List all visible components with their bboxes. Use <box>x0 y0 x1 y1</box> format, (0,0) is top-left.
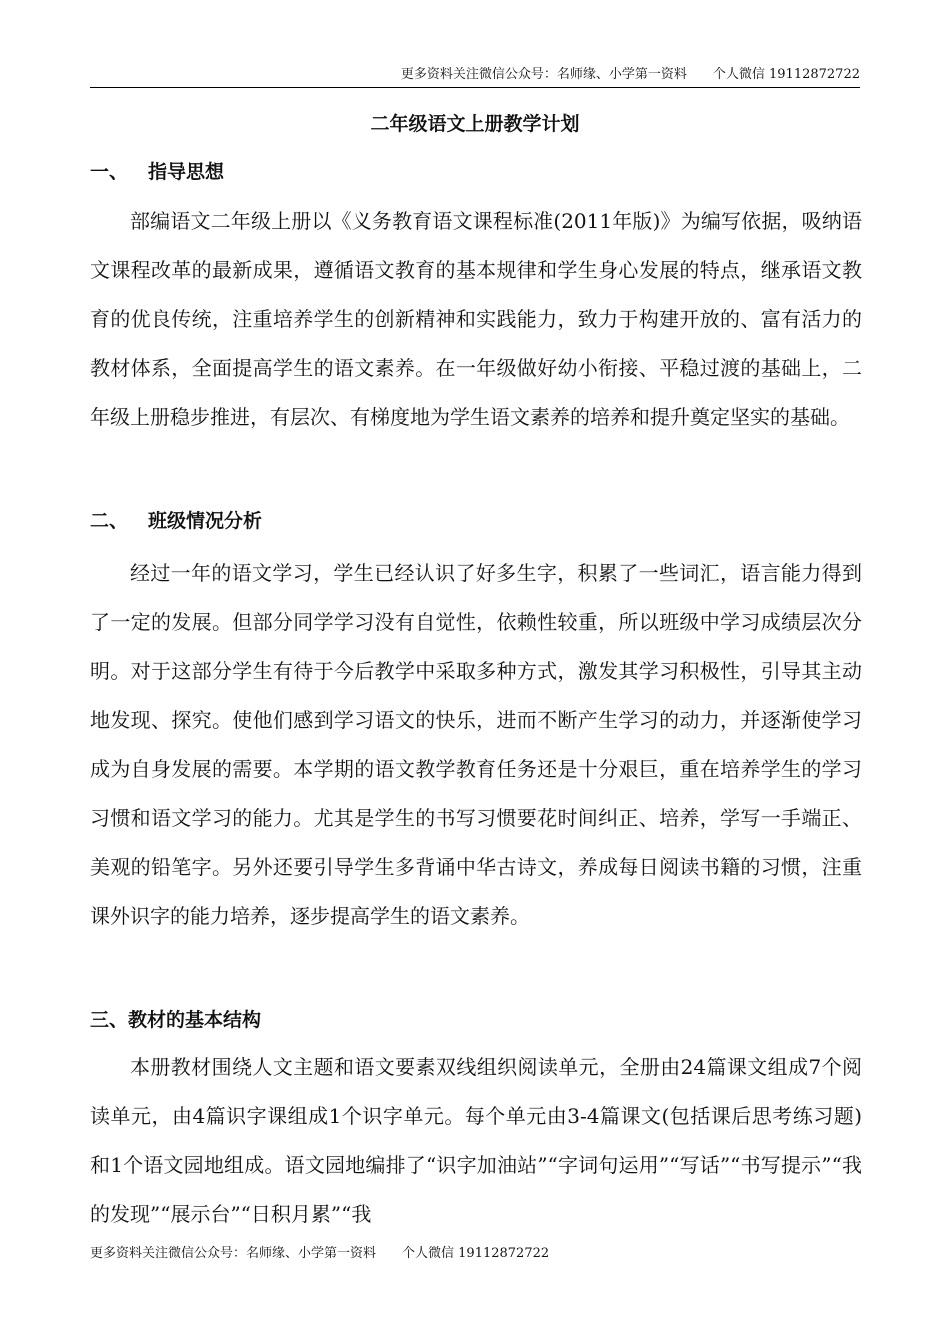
footer-notice: 更多资料关注微信公众号：名师缘、小学第一资料 <box>90 1246 377 1261</box>
section-title: 教材的基本结构 <box>128 1009 262 1031</box>
paragraph-guiding-ideology: 部编语文二年级上册以《义务教育语文课程标准(2011年版)》为编写依据，吸纳语文课程改革的最新成果，遵循语文教育的基本规律和学生身心发展的特点，继承语文教育的优良传统，注重培养学生的创新精神和实践能力，致力于构建开放的、富有活力的教材体系，全面提高学生的语文素养。在一年级做好幼小衔接、平稳过渡的基础上，二年级上册稳步推进，有层次、有梯度地为学生语文素养的培养和提升奠定坚实的基础。 <box>90 209 862 429</box>
section-title: 指导思想 <box>148 161 225 183</box>
paragraph-textbook-structure: 本册教材围绕人文主题和语文要素双线组织阅读单元，全册由24篇课文组成7个阅读单元，由4篇识字课组成1个识字单元。每个单元由3-4篇课文(包括课后思考练习题)和1个语文园地组成。语文园地编排了“识字加油站”“字词句运用”“写话”“书写提示”“我的发现”“展示台”“日积月累”“我 <box>90 1055 862 1226</box>
section-number: 一、 <box>90 161 129 183</box>
section-heading-textbook-structure <box>90 1006 261 1034</box>
header-notice: 更多资料关注微信公众号：名师缘、小学第一资料 <box>400 67 687 82</box>
section-heading-guiding-ideology <box>90 158 224 186</box>
header-divider <box>90 87 860 88</box>
section-heading-class-analysis <box>90 507 262 535</box>
paragraph-class-analysis: 经过一年的语文学习，学生已经认识了好多生字，积累了一些词汇，语言能力得到了一定的发展。但部分同学学习没有自觉性，依赖性较重，所以班级中学习成绩层次分明。对于这部分学生有待于今后教学中采取多种方式，激发其学习积极性，引导其主动地发现、探究。使他们感到学习语文的快乐，进而不断产生学习的动力，并逐渐使学习成为自身发展的需要。本学期的语文教学教育任务还是十分艰巨，重在培养学生的学习习惯和语文学习的能力。尤其是学生的书写习惯要花时间纠正、培养，学写一手端正、美观的铅笔字。另外还要引导学生多背诵中华古诗文，养成每日阅读书籍的习惯，注重课外识字的能力培养，逐步提高学生的语文素养。 <box>90 561 862 928</box>
header-contact: 个人微信 19112872722 <box>712 67 860 82</box>
document-title: 二年级语文上册教学计划 <box>370 113 580 135</box>
section-number: 三、 <box>90 1009 129 1031</box>
footer-contact: 个人微信 19112872722 <box>402 1246 550 1261</box>
page-footer <box>90 1245 549 1263</box>
page-header <box>90 66 860 84</box>
section-number: 二、 <box>90 510 129 532</box>
section-title: 班级情况分析 <box>148 510 263 532</box>
